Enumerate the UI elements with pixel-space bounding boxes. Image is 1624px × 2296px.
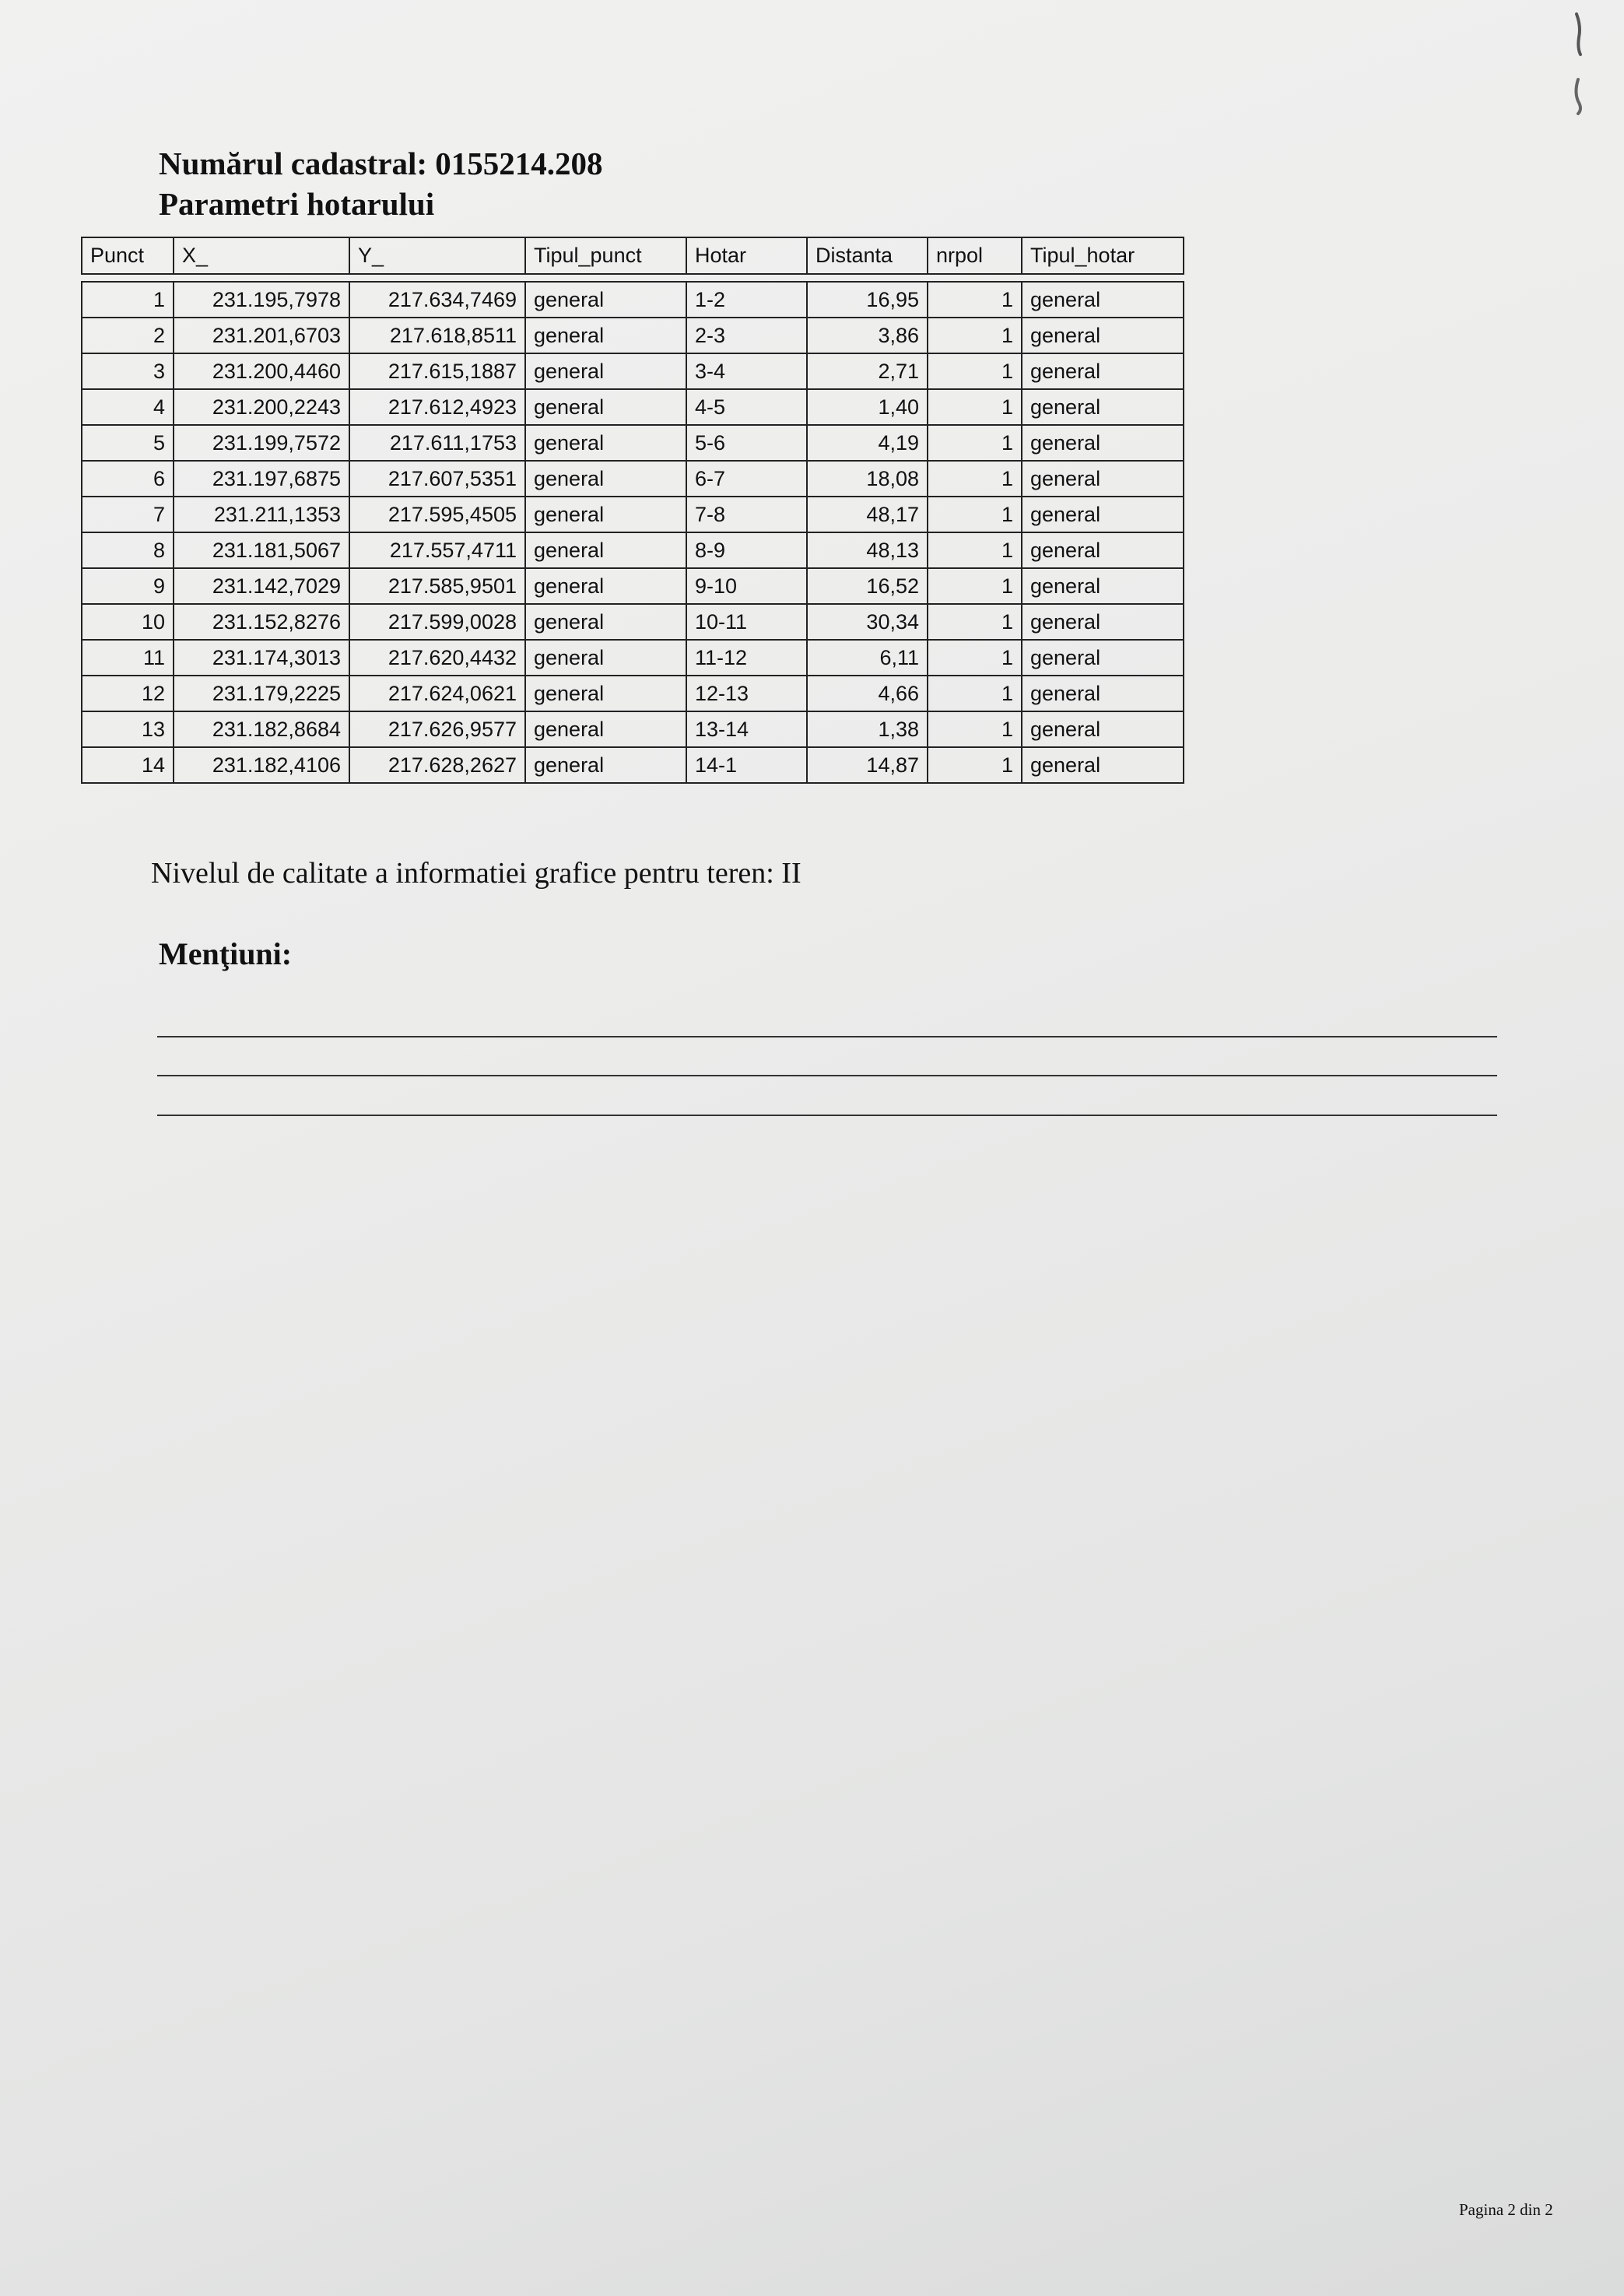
table-row (82, 604, 1184, 640)
table-cell: general (525, 318, 686, 353)
table-row (82, 640, 1184, 676)
table-cell: 2 (82, 318, 174, 353)
table-cell: general (525, 568, 686, 604)
table-cell: 231.211,1353 (174, 497, 349, 532)
table-row (82, 389, 1184, 425)
table-cell: 6 (82, 461, 174, 497)
table-row (82, 425, 1184, 461)
table-cell: 13-14 (686, 711, 807, 747)
table-cell: 231.182,4106 (174, 747, 349, 783)
table-cell: 1 (928, 676, 1022, 711)
table-cell: 6,11 (807, 640, 928, 676)
table-cell: 8-9 (686, 532, 807, 568)
table-cell: 217.557,4711 (349, 532, 525, 568)
table-cell: general (1022, 676, 1184, 711)
table-cell: 7 (82, 497, 174, 532)
table-cell: 231.200,4460 (174, 353, 349, 389)
table-cell: 217.599,0028 (349, 604, 525, 640)
table-cell: 11-12 (686, 640, 807, 676)
table-cell: general (1022, 282, 1184, 318)
table-cell: 231.197,6875 (174, 461, 349, 497)
table-cell: general (525, 532, 686, 568)
table-cell: general (525, 747, 686, 783)
cadastral-number-heading: Numărul cadastral: 0155214.208 (159, 146, 603, 181)
table-cell: 217.615,1887 (349, 353, 525, 389)
table-cell: 231.182,8684 (174, 711, 349, 747)
table-cell: 1 (928, 568, 1022, 604)
table-cell: 30,34 (807, 604, 928, 640)
table-cell: 231.201,6703 (174, 318, 349, 353)
table-cell: general (525, 604, 686, 640)
table-cell: 217.612,4923 (349, 389, 525, 425)
table-cell: 14 (82, 747, 174, 783)
column-header: Hotar (686, 237, 807, 274)
table-cell: 1 (928, 425, 1022, 461)
table-cell: 217.620,4432 (349, 640, 525, 676)
table-cell: 1 (928, 461, 1022, 497)
table-cell: 1 (928, 282, 1022, 318)
table-cell: general (525, 389, 686, 425)
table-cell: 231.199,7572 (174, 425, 349, 461)
table-cell: 231.179,2225 (174, 676, 349, 711)
quality-level-text: Nivelul de calitate a informatiei grafice pentru teren: II (151, 857, 801, 890)
table-cell: 217.595,4505 (349, 497, 525, 532)
table-cell: 1 (928, 497, 1022, 532)
column-header: Y_ (349, 237, 525, 274)
column-header: Tipul_punct (525, 237, 686, 274)
table-cell: 2-3 (686, 318, 807, 353)
table-cell: general (1022, 568, 1184, 604)
table-cell: 231.200,2243 (174, 389, 349, 425)
table-cell: 3 (82, 353, 174, 389)
table-cell: 16,52 (807, 568, 928, 604)
table-cell: 6-7 (686, 461, 807, 497)
table-cell: general (1022, 461, 1184, 497)
table-cell: 1 (928, 640, 1022, 676)
table-row (82, 282, 1184, 318)
section-title: Parametri hotarului (159, 186, 435, 222)
table-row (82, 568, 1184, 604)
header-gap (82, 274, 1184, 282)
table-row (82, 497, 1184, 532)
table-cell: 13 (82, 711, 174, 747)
mentions-line (157, 1075, 1497, 1076)
table-cell: 231.174,3013 (174, 640, 349, 676)
mentions-line (157, 1115, 1497, 1116)
column-header: X_ (174, 237, 349, 274)
table-cell: 231.152,8276 (174, 604, 349, 640)
table-cell: 14,87 (807, 747, 928, 783)
table-cell: 217.634,7469 (349, 282, 525, 318)
table-cell: 5 (82, 425, 174, 461)
table-cell: general (1022, 425, 1184, 461)
table-cell: 7-8 (686, 497, 807, 532)
table-cell: 217.585,9501 (349, 568, 525, 604)
table-cell: 48,13 (807, 532, 928, 568)
table-row (82, 532, 1184, 568)
table-cell: 12 (82, 676, 174, 711)
table-cell: 217.607,5351 (349, 461, 525, 497)
table-row (82, 747, 1184, 783)
table-cell: general (525, 353, 686, 389)
mentions-line (157, 1036, 1497, 1037)
table-cell: 231.142,7029 (174, 568, 349, 604)
table-cell: general (525, 282, 686, 318)
column-header: Punct (82, 237, 174, 274)
table-cell: general (1022, 353, 1184, 389)
table-cell: 9 (82, 568, 174, 604)
table-cell: general (525, 711, 686, 747)
table-cell: 4,66 (807, 676, 928, 711)
table-cell: 231.181,5067 (174, 532, 349, 568)
table-cell: 11 (82, 640, 174, 676)
table-cell: general (1022, 640, 1184, 676)
table-cell: 4 (82, 389, 174, 425)
table-cell: 1-2 (686, 282, 807, 318)
page-number: Pagina 2 din 2 (1459, 2200, 1553, 2219)
table-cell: general (1022, 747, 1184, 783)
table-cell: 1 (82, 282, 174, 318)
table-cell: 1 (928, 389, 1022, 425)
table-cell: general (1022, 318, 1184, 353)
table-cell: general (525, 497, 686, 532)
boundary-parameters-table (81, 237, 1184, 784)
table-cell: 1,38 (807, 711, 928, 747)
table-cell: 217.618,8511 (349, 318, 525, 353)
table-cell: 16,95 (807, 282, 928, 318)
table-cell: 1 (928, 711, 1022, 747)
table-cell: 4-5 (686, 389, 807, 425)
table-cell: 8 (82, 532, 174, 568)
table-cell: 4,19 (807, 425, 928, 461)
table-cell: 217.628,2627 (349, 747, 525, 783)
table-cell: general (525, 425, 686, 461)
mentions-label: Menţiuni: (159, 936, 293, 971)
table-cell: 217.624,0621 (349, 676, 525, 711)
table-cell: general (1022, 604, 1184, 640)
table-cell: general (1022, 497, 1184, 532)
table-row (82, 353, 1184, 389)
table-row (82, 711, 1184, 747)
staple-mark-icon (1572, 11, 1586, 58)
table-row (82, 676, 1184, 711)
table-cell: 1 (928, 532, 1022, 568)
table-cell: 1 (928, 318, 1022, 353)
table-cell: 48,17 (807, 497, 928, 532)
table-cell: general (525, 640, 686, 676)
document-header (159, 143, 603, 224)
table-cell: 12-13 (686, 676, 807, 711)
table-cell: general (1022, 389, 1184, 425)
table-cell: general (1022, 711, 1184, 747)
table-cell: 1,40 (807, 389, 928, 425)
table-header-row (82, 237, 1184, 274)
column-header: nrpol (928, 237, 1022, 274)
table-cell: 10-11 (686, 604, 807, 640)
table-cell: 1 (928, 353, 1022, 389)
table-cell: 10 (82, 604, 174, 640)
table-cell: general (525, 461, 686, 497)
table-cell: general (525, 676, 686, 711)
table-cell: 1 (928, 604, 1022, 640)
table-cell: 217.626,9577 (349, 711, 525, 747)
table-row (82, 318, 1184, 353)
table-row (82, 461, 1184, 497)
table-cell: 3-4 (686, 353, 807, 389)
table-cell: 231.195,7978 (174, 282, 349, 318)
table-cell: 3,86 (807, 318, 928, 353)
table-cell: 9-10 (686, 568, 807, 604)
table-cell: 18,08 (807, 461, 928, 497)
table-cell: 5-6 (686, 425, 807, 461)
table-cell: general (1022, 532, 1184, 568)
table-cell: 14-1 (686, 747, 807, 783)
column-header: Distanta (807, 237, 928, 274)
table-cell: 1 (928, 747, 1022, 783)
table-cell: 2,71 (807, 353, 928, 389)
table-cell: 217.611,1753 (349, 425, 525, 461)
column-header: Tipul_hotar (1022, 237, 1184, 274)
staple-mark-icon (1572, 76, 1586, 117)
